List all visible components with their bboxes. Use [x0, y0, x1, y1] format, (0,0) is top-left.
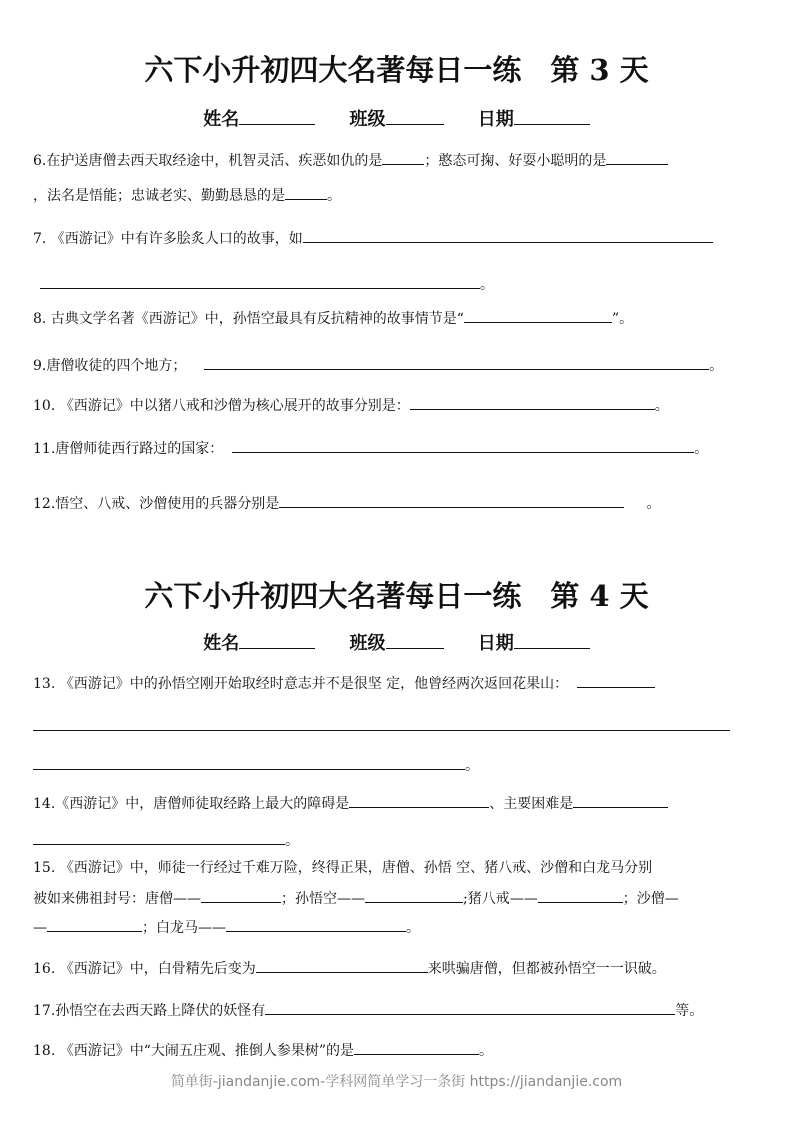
- q-text: 12.悟空、八戒、沙僧使用的兵器分别是: [33, 496, 280, 512]
- q-text: ；孙悟空——: [281, 891, 365, 907]
- answer-blank[interactable]: [464, 308, 612, 323]
- question-7-cont: [40, 274, 494, 295]
- question-13-line3: [33, 755, 479, 776]
- q-text: 。: [694, 441, 709, 457]
- q-text: ;猪八戒——: [463, 891, 538, 907]
- footer-watermark: 简单街-jiandanjie.com-学科网简单学习一条街 https://jiandanjie.com: [170, 1074, 623, 1090]
- answer-blank[interactable]: [577, 673, 655, 688]
- answer-blank[interactable]: [285, 185, 327, 200]
- answer-blank[interactable]: [33, 716, 730, 731]
- question-9: [33, 355, 723, 376]
- q-text: 。: [709, 358, 724, 374]
- answer-blank[interactable]: [226, 917, 406, 932]
- q-text: 9.唐僧收徒的四个地方；: [33, 358, 187, 374]
- answer-blank[interactable]: [279, 493, 624, 508]
- q-text: ，法名是悟能；忠诚老实、勤勤恳恳的是: [33, 188, 285, 204]
- date-field[interactable]: [514, 110, 590, 125]
- q-text: 。: [479, 1043, 494, 1059]
- class-field[interactable]: [386, 110, 444, 125]
- answer-blank[interactable]: [410, 395, 655, 410]
- q-text: ；憨态可掬、好耍小聪明的是: [424, 153, 607, 169]
- answer-blank[interactable]: [40, 274, 480, 289]
- answer-blank[interactable]: [256, 958, 428, 973]
- q-text: —: [33, 920, 47, 936]
- name-label: 姓名: [203, 633, 240, 654]
- date-label: 日期: [477, 633, 514, 654]
- question-15-line2: [33, 888, 679, 909]
- q-text: ；白龙马——: [142, 920, 226, 936]
- answer-blank[interactable]: [265, 1000, 675, 1015]
- answer-blank[interactable]: [349, 793, 489, 808]
- date-label: 日期: [477, 109, 514, 130]
- date-field[interactable]: [514, 634, 590, 649]
- name-field[interactable]: [239, 110, 315, 125]
- answer-blank[interactable]: [606, 150, 668, 165]
- q-text: 。: [406, 920, 420, 936]
- question-10: [33, 395, 669, 416]
- question-12: [33, 493, 661, 514]
- q-text: 、主要困难是: [489, 796, 574, 812]
- answer-blank[interactable]: [204, 355, 709, 370]
- q-text: 来哄骗唐僧，但都被孙悟空一一识破。: [427, 961, 666, 977]
- q-text: 。: [646, 496, 661, 512]
- q-text: 等。: [675, 1003, 704, 1019]
- q-text: 15. 《西游记》中，师徒一行经过千难万险，终得正果，唐僧、孙悟 空、猪八戒、沙僧和白龙马分别: [33, 860, 653, 876]
- class-label: 班级: [349, 109, 386, 130]
- question-14-cont: [33, 830, 299, 851]
- question-18: [33, 1040, 493, 1061]
- q-text: ；沙僧—: [622, 891, 679, 907]
- answer-blank[interactable]: [365, 888, 463, 903]
- answer-blank[interactable]: [573, 793, 668, 808]
- q-text: 18. 《西游记》中“大闹五庄观、推倒人参果树”的是: [33, 1043, 355, 1059]
- class-field[interactable]: [386, 634, 444, 649]
- question-11: [33, 438, 708, 459]
- q-text: ”。: [611, 311, 634, 327]
- day3-title: 六下小升初四大名著每日一练 第 3 天: [144, 53, 649, 87]
- q-text: 。: [327, 188, 341, 204]
- question-6: [33, 150, 668, 171]
- question-13: [33, 673, 655, 694]
- answer-blank[interactable]: [201, 888, 281, 903]
- answer-blank[interactable]: [303, 228, 713, 243]
- q-text: 8. 古典文学名著《西游记》中，孙悟空最具有反抗精神的故事情节是“: [33, 311, 464, 327]
- answer-blank[interactable]: [382, 150, 424, 165]
- question-6-cont: [33, 185, 341, 206]
- q-text: 10. 《西游记》中以猪八戒和沙僧为核心展开的故事分别是：: [33, 398, 410, 414]
- q-text: 6.在护送唐僧去西天取经途中，机智灵活、疾恶如仇的是: [33, 153, 383, 169]
- answer-blank[interactable]: [354, 1040, 479, 1055]
- question-8: [33, 308, 633, 329]
- q-text: 。: [465, 758, 479, 774]
- question-16: [33, 958, 666, 979]
- question-13-line2: [33, 716, 730, 737]
- answer-blank[interactable]: [33, 755, 465, 770]
- question-14: [33, 793, 668, 814]
- name-label: 姓名: [203, 109, 240, 130]
- q-text: 。: [285, 833, 299, 849]
- q-text: 被如来佛祖封号：唐僧——: [33, 891, 201, 907]
- class-label: 班级: [349, 633, 386, 654]
- answer-blank[interactable]: [47, 917, 142, 932]
- answer-blank[interactable]: [232, 438, 694, 453]
- day4-info-row: [0, 629, 793, 655]
- question-17: [33, 1000, 703, 1021]
- answer-blank[interactable]: [538, 888, 623, 903]
- question-15: [33, 858, 652, 878]
- question-7: [33, 228, 713, 249]
- q-text: 16. 《西游记》中，白骨精先后变为: [33, 961, 256, 977]
- q-text: 13. 《西游记》中的孙悟空刚开始取经时意志并不是很坚 定，他曾经两次返回花果山：: [33, 676, 569, 692]
- q-text: 。: [654, 398, 669, 414]
- q-text: 14.《西游记》中，唐僧师徒取经路上最大的障碍是: [33, 796, 350, 812]
- q-text: 。: [480, 277, 494, 293]
- name-field[interactable]: [239, 634, 315, 649]
- day3-info-row: [0, 105, 793, 131]
- q-text: 11.唐僧师徒西行路过的国家：: [33, 441, 224, 457]
- question-15-line3: [33, 917, 420, 938]
- q-text: 7. 《西游记》中有许多脍炙人口的故事，如: [33, 231, 303, 247]
- answer-blank[interactable]: [33, 830, 285, 845]
- day4-title: 六下小升初四大名著每日一练 第 4 天: [144, 579, 649, 613]
- q-text: 17.孙悟空在去西天路上降伏的妖怪有: [33, 1003, 266, 1019]
